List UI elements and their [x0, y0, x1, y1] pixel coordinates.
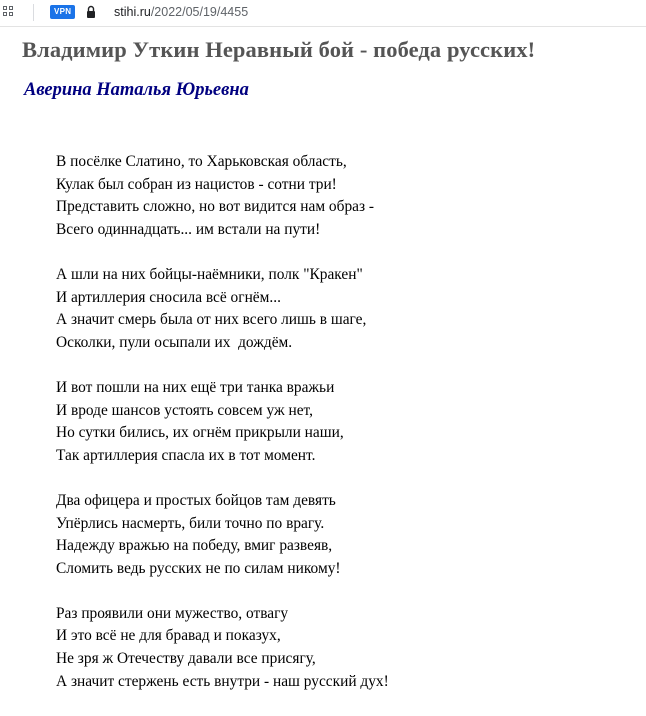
stanza [56, 603, 636, 693]
poem-line: Всего одиннадцать... им встали на пути! [56, 220, 321, 238]
lock-icon[interactable] [86, 5, 96, 19]
poem-line: Осколки, пули осыпали их дождём. [56, 333, 293, 351]
poem-line: Упёрлись насмерть, били точно по врагу. [56, 514, 325, 532]
poem-line: Два офицера и простых бойцов там девять [56, 491, 336, 509]
poem-line: А шли на них бойцы-наёмники, полк "Кракен" [56, 265, 363, 283]
url-host: stihi.ru [114, 5, 151, 19]
poem-text [56, 151, 636, 716]
poem-line: А значит стержень есть внутри - наш русский дух! [56, 672, 389, 690]
stanza [56, 490, 636, 580]
author-link[interactable]: Аверина Наталья Юрьевна [24, 80, 249, 100]
poem-line: Сломить ведь русских не по силам никому! [56, 559, 341, 577]
apps-grid-icon[interactable] [3, 6, 15, 18]
stanza [56, 377, 636, 467]
poem-line: Не зря ж Отечеству давали все присягу, [56, 650, 316, 668]
poem-line: Представить сложно, но вот видится нам образ - [56, 198, 375, 216]
vpn-badge[interactable]: VPN [50, 5, 75, 19]
page-title: Владимир Уткин Неравный бой - победа русских! [22, 37, 536, 62]
poem-line: Но сутки бились, их огнём прикрыли наши, [56, 424, 344, 442]
poem-line: В посёлке Слатино, то Харьковская область, [56, 153, 347, 170]
toolbar-divider [33, 4, 34, 21]
stanza [56, 264, 636, 354]
poem-line: Раз проявили они мужество, отвагу [56, 604, 289, 622]
poem-line: И это всё не для бравад и показух, [56, 627, 281, 645]
poem-line: Надежду вражью на победу, вмиг развеяв, [56, 537, 333, 555]
url-path: /2022/05/19/4455 [150, 5, 249, 19]
poem-line: А значит смерь была от них всего лишь в шаге, [56, 311, 367, 329]
poem-line: И вроде шансов устоять совсем уж нет, [56, 401, 313, 419]
browser-address-bar [0, 0, 646, 27]
poem-line: И вот пошли на них ещё три танка вражьи [56, 378, 335, 396]
poem-line: И артиллерия сносила всё огнём... [56, 288, 281, 306]
poem-line: Кулак был собран из нацистов - сотни три! [56, 175, 337, 193]
poem-line: Так артиллерия спасла их в тот момент. [56, 446, 316, 464]
url-field[interactable] [114, 4, 248, 21]
stanza [56, 151, 636, 241]
